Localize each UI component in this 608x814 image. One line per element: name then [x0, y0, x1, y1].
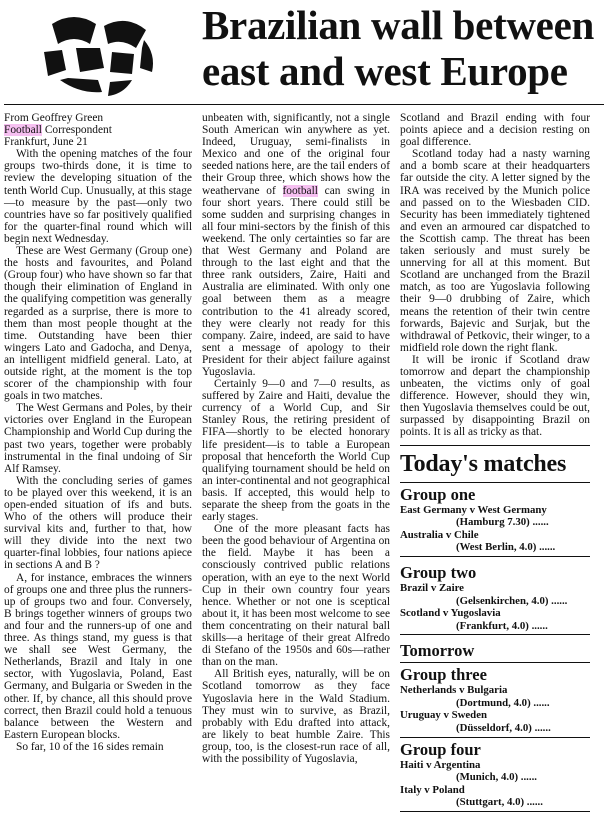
headline-line-1: Brazilian wall between: [202, 2, 594, 48]
group-heading: Group one: [400, 484, 476, 504]
byline-author: From Geoffrey Green: [4, 112, 104, 124]
fixture-teams: Scotland v Yugoslavia: [400, 607, 501, 620]
fixture-venue: (West Berlin, 4.0) ......: [456, 541, 556, 554]
paragraph: Scotland today had a nasty warning and a bomb scare at their headquarters far outside the city. A letter signed by the IRA was received by the Munich police and passed on to the Wiesbaden CID. Security has been immediately tightened and even an armoured car dispatched to the Scottish camp. The threat has been taken seriously and must surely be unnerving for all at this moment. But Scotland are unchanged from the Brazil match, as too are Yugoslavia following their 9—0 drubbing of Zaire, which means the retention of their twin centre forwards, Bajevic and Surjak, but the withdrawal of Petkovic, their winger, to a midfield role down the right flank.: [400, 148, 590, 354]
fixture-teams: Uruguay v Sweden: [400, 709, 487, 722]
paragraph: A, for instance, embraces the winners of groups one and three plus the runners-up of groups two and four. Conversely, B brings together winners of groups two and four and the runners-up of one and three. As things stand, my guess is that we shall see West Germany, the Netherlands, Brazil and Italy in one sector, with Yugoslavia, Poland, East Germany, and Bulgaria or Sweden in the other. If, by chance, all this should prove correct, then Brazil could hold a tenuous balance between the Western and Eastern European blocks.: [4, 571, 192, 741]
fixture-venue: (Hamburg 7.30) ......: [456, 516, 549, 529]
todays-matches-title: Today's matches: [400, 450, 567, 477]
fixture-teams: Haiti v Argentina: [400, 758, 481, 771]
headline-line-2: east and west Europe: [202, 48, 568, 94]
section-divider: [400, 811, 590, 812]
paragraph: The West Germans and Poles, by their victories over England in the European Championship and World Cup during the past two years, together were probably instrumental in the final undoing of Sir Alf Ramsey.: [4, 402, 192, 475]
paragraph: These are West Germany (Group one) the hosts and favourites, and Poland (Group four) who have shown so far that though their elimination of England in the qualifying competition was generally regarded as a surprise, there is more to them than most people thought at the time. Outstanding have been thier wingers Lato and Gadocha, and Denya, an intelligent midfield general. Lato, at outside right, at the moment is the top scorer of the championship with four goals in two matches.: [4, 245, 192, 403]
football-highlight: football: [282, 184, 318, 197]
fixture-venue: (Gelsenkirchen, 4.0) ......: [456, 594, 568, 607]
paragraph: Scotland and Brazil ending with four points apiece and a decision resting on goal difference.: [400, 112, 590, 149]
fixture-teams: Italy v Poland: [400, 783, 465, 796]
paragraph: All British eyes, naturally, will be on Scotland tomorrow as they face Yugoslavia here in the Wald Stadium. They must win to survive, as Brazil, probably with Edu drafted into attack, are likely to beat humble Zaire. This group, too, is the closest-run race of all, with the possibility of Yugoslavia,: [202, 668, 390, 765]
group-heading: Group three: [400, 665, 487, 685]
headline-rule: [4, 104, 604, 105]
paragraph: Certainly 9—0 and 7—0 results, as suffered by Zaire and Haiti, devalue the currency of a World Cup, and Sir Stanley Rous, the retiring president of FIFA—shortly to be elected honorary life president—is to table a European proposal that henceforth the World Cup qualifying tournament should be held on an inter-continental and not geographical basis. If accepted, this would help to separate the sheep from the goats in the early stages.: [202, 378, 390, 524]
article-column-3: [400, 112, 590, 814]
article-column-1: [4, 112, 192, 753]
section-divider: [400, 737, 590, 738]
byline-role: [4, 124, 192, 136]
section-divider: [400, 662, 590, 663]
group-heading: Group two: [400, 562, 477, 582]
byline: [4, 112, 192, 148]
paragraph: It will be ironic if Scotland draw tomorrow and depart the championship unbeaten, the victims only of goal difference. However, should they win, then Yugoslavia themselves could be out, surpassed by disappointing Brazil on points. It is all as tricky as that.: [400, 353, 590, 439]
paragraph: unbeaten with, significantly, not a single South American win anywhere as yet. Indeed, Uruguay, semi-finalists in Mexico and one of the original four seeded nations here, are the tail enders of their Group three, which shows how the weathervane of football can swing in four short years. There could still be some sudden and surprising changes in all four mini-sectors by the finish of this weekend. The only certainties so far are that West Germany and Poland are through to the last eight and that the three rank outsiders, Zaire, Haiti and Australia are eliminated. With only one goal between them as a meagre contribution to the 41 already scored, they were clearly not ready for this company. Zaire, indeed, are said to have sent a message of apology to their President for their abject failure against Yugoslavia.: [202, 112, 390, 378]
paragraph: With the opening matches of the four groups two-thirds done, it is time to review the developing situation of the tenth World Cup. Unusually, at this stage—to measure by the past—only two countries have so far positively qualified for the quarter-final round which will begin next Wednesday.: [4, 148, 192, 245]
fixture-venue: (Munich, 4.0) ......: [456, 771, 537, 784]
section-divider: [400, 634, 590, 635]
byline-role-rest: Correspondent: [41, 124, 112, 137]
fixtures-list: [400, 485, 590, 813]
fixture-venue: (Düsseldorf, 4.0) ......: [456, 722, 551, 735]
section-divider: [400, 482, 590, 483]
ball-pattern: [44, 17, 153, 96]
paragraph: One of the more pleasant facts has been the good behaviour of Argentina on the field. Maybe it has been a consciously contrived public relations operation, with an eye to the next World Cup in their own country four years hence. Whether or not one is sceptical about it, it has been most welcome to see them concentrating on their natural ball skills—a heritage of their great Alfredo di Stefano of the 1950s and 60s—rather than on the man.: [202, 523, 390, 669]
article-headline: [202, 2, 606, 94]
section-divider: [400, 556, 590, 557]
byline-dateline: Frankfurt, June 21: [4, 136, 88, 149]
fixture-venue: (Dortmund, 4.0) ......: [456, 696, 550, 709]
fixture-teams: Brazil v Zaire: [400, 581, 464, 594]
fixture-teams: Australia v Chile: [400, 528, 479, 541]
fixture-teams: Netherlands v Bulgaria: [400, 684, 508, 697]
fixture-teams: East Germany v West Germany: [400, 503, 547, 516]
fixture-venue: (Frankfurt, 4.0) ......: [456, 619, 548, 632]
world-cup-logo-graphic: [4, 4, 194, 104]
fixture-venue: (Stuttgart, 4.0) ......: [456, 796, 543, 809]
paragraph: With the concluding series of games to be played over this weekend, it is an open-ended situation of ifs and buts. Who of the others will produce their survival kits and, further to that, how will they divide into the next two quarter-final lobbies, four nations apiece in sections A and B ?: [4, 474, 192, 572]
tomorrow-heading: Tomorrow: [400, 641, 475, 661]
article-column-2: [202, 112, 390, 765]
football-highlight: Football: [4, 124, 42, 137]
paragraph: So far, 10 of the 16 sides remain: [16, 740, 164, 753]
group-heading: Group four: [400, 739, 481, 759]
section-divider: [400, 445, 590, 446]
